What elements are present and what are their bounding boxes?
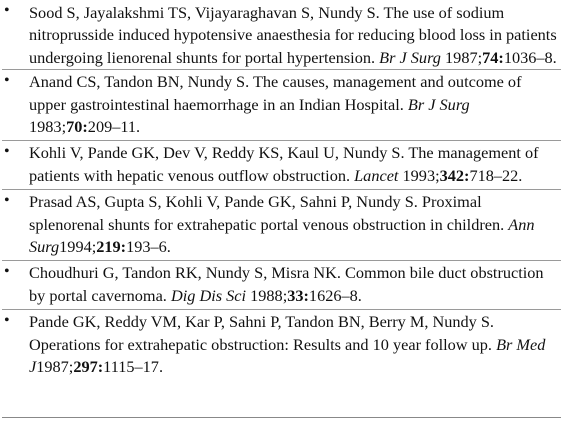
reference-pages: 1115–17. — [103, 357, 164, 377]
reference-journal: Br J Surg — [379, 47, 441, 67]
reference-list — [2, 0, 561, 381]
reference-year: 1987; — [36, 357, 74, 377]
reference-year: 1994; — [59, 237, 97, 257]
reference-item — [2, 310, 561, 380]
reference-volume: 74: — [482, 47, 504, 67]
reference-pages: 193–6. — [126, 237, 171, 257]
reference-authors-title: Pande GK, Reddy VM, Kar P, Sahni P, Tandon BN, Berry M, Nundy S. Operations for extrahepatic obstruction: Results and 10 year follow up. — [29, 312, 494, 354]
reference-pages: 1036–8. — [503, 47, 557, 67]
bullet-icon: • — [4, 72, 10, 90]
reference-journal: Ann Surg — [29, 214, 535, 257]
reference-pages: 209–11. — [87, 117, 141, 137]
reference-item — [2, 190, 561, 261]
reference-year: 1983; — [29, 117, 67, 137]
reference-authors-title: Choudhuri G, Tandon RK, Nundy S, Misra NK. Common bile duct obstruction by portal cavernoma. — [29, 263, 544, 305]
reference-volume: 342: — [439, 165, 470, 185]
reference-volume: 70: — [66, 117, 88, 137]
reference-journal: Lancet — [354, 165, 399, 185]
bullet-icon: • — [4, 2, 10, 19]
reference-authors-title: Prasad AS, Gupta S, Kohli V, Pande GK, Sahni P, Nundy S. Proximal splenorenal shunts for extrahepatic portal venous obstruction in children. — [29, 192, 505, 234]
reference-item — [2, 70, 561, 141]
reference-authors-title: Anand CS, Tandon BN, Nundy S. The causes, management and outcome of upper gastrointestinal haemorrhage in an Indian Hospital. — [29, 72, 522, 114]
reference-pages: 1626–8. — [308, 285, 362, 305]
bullet-icon: • — [4, 263, 10, 281]
reference-journal: Dig Dis Sci — [170, 285, 247, 305]
reference-item — [2, 0, 561, 70]
bullet-icon: • — [4, 192, 10, 210]
reference-item — [2, 261, 561, 310]
reference-volume: 219: — [96, 237, 127, 257]
reference-year: 1993; — [402, 165, 440, 185]
reference-journal: Br J Surg — [407, 94, 470, 114]
reference-item — [2, 141, 561, 190]
reference-year: 1988; — [250, 285, 288, 305]
reference-journal: Br Med J — [29, 334, 546, 377]
reference-volume: 297: — [73, 357, 104, 377]
reference-table — [2, 0, 561, 418]
reference-volume: 33: — [287, 285, 309, 305]
bullet-icon: • — [4, 312, 10, 330]
reference-authors-title: Sood S, Jayalakshmi TS, Vijayaraghavan S, Nundy S. The use of sodium nitroprusside induced hypotensive anaesthesia for reducing blood loss in patients undergoing lienorenal shunts for portal hypertension. — [29, 3, 557, 67]
bullet-icon: • — [4, 143, 10, 161]
reference-year: 1987; — [445, 47, 483, 67]
reference-authors-title: Kohli V, Pande GK, Dev V, Reddy KS, Kaul U, Nundy S. The management of patients with hepatic venous outflow obstruction. — [29, 143, 539, 185]
reference-pages: 718–22. — [469, 165, 523, 185]
